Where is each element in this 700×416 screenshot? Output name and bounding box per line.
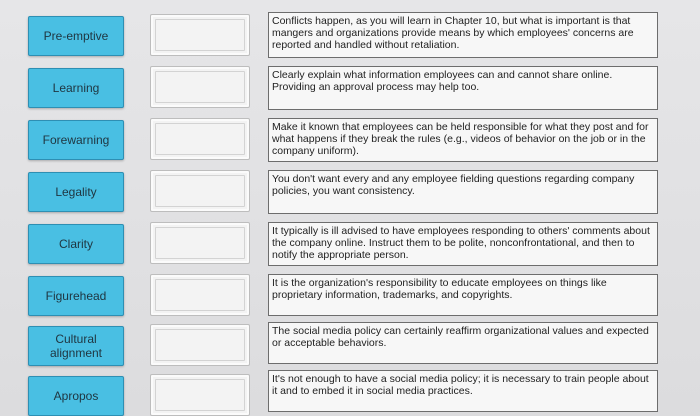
description-8: It's not enough to have a social media policy; it is necessary to train people about it and to embed it in social media practices. (268, 370, 658, 412)
description-2: Clearly explain what information employees can and cannot share online. Providing an approval process may help too. (268, 66, 658, 110)
drop-slot-5[interactable] (150, 222, 250, 264)
drop-slot-8[interactable] (150, 374, 250, 416)
drop-slot-2[interactable] (150, 66, 250, 108)
term-forewarning[interactable]: Forewarning (28, 120, 124, 160)
term-clarity[interactable]: Clarity (28, 224, 124, 264)
drop-slot-4[interactable] (150, 170, 250, 212)
term-legality[interactable]: Legality (28, 172, 124, 212)
drop-slot-3[interactable] (150, 118, 250, 160)
term-cultural-alignment[interactable]: Cultural alignment (28, 326, 124, 366)
description-6: It is the organization's responsibility to educate employees on things like proprietary information, trademarks, and copyrights. (268, 274, 658, 316)
drop-slot-7[interactable] (150, 324, 250, 366)
description-1: Conflicts happen, as you will learn in Chapter 10, but what is important is that mangers and organizations provide means by which employees' concerns are reported and handled without retaliation. (268, 12, 658, 58)
term-apropos[interactable]: Apropos (28, 376, 124, 416)
description-3: Make it known that employees can be held responsible for what they post and for what happens if they break the rules (e.g., videos of behavior on the job or in the company uniform). (268, 118, 658, 162)
description-5: It typically is ill advised to have employees responding to others' comments about the company online. Instruct them to be polite, nonconfrontational, and then to notify the appropriate person. (268, 222, 658, 266)
term-pre-emptive[interactable]: Pre-emptive (28, 16, 124, 56)
description-7: The social media policy can certainly reaffirm organizational values and expected or acceptable behaviors. (268, 322, 658, 364)
term-figurehead[interactable]: Figurehead (28, 276, 124, 316)
term-learning[interactable]: Learning (28, 68, 124, 108)
drop-slot-6[interactable] (150, 274, 250, 316)
description-4: You don't want every and any employee fielding questions regarding company policies, you want consistency. (268, 170, 658, 214)
drop-slot-1[interactable] (150, 14, 250, 56)
